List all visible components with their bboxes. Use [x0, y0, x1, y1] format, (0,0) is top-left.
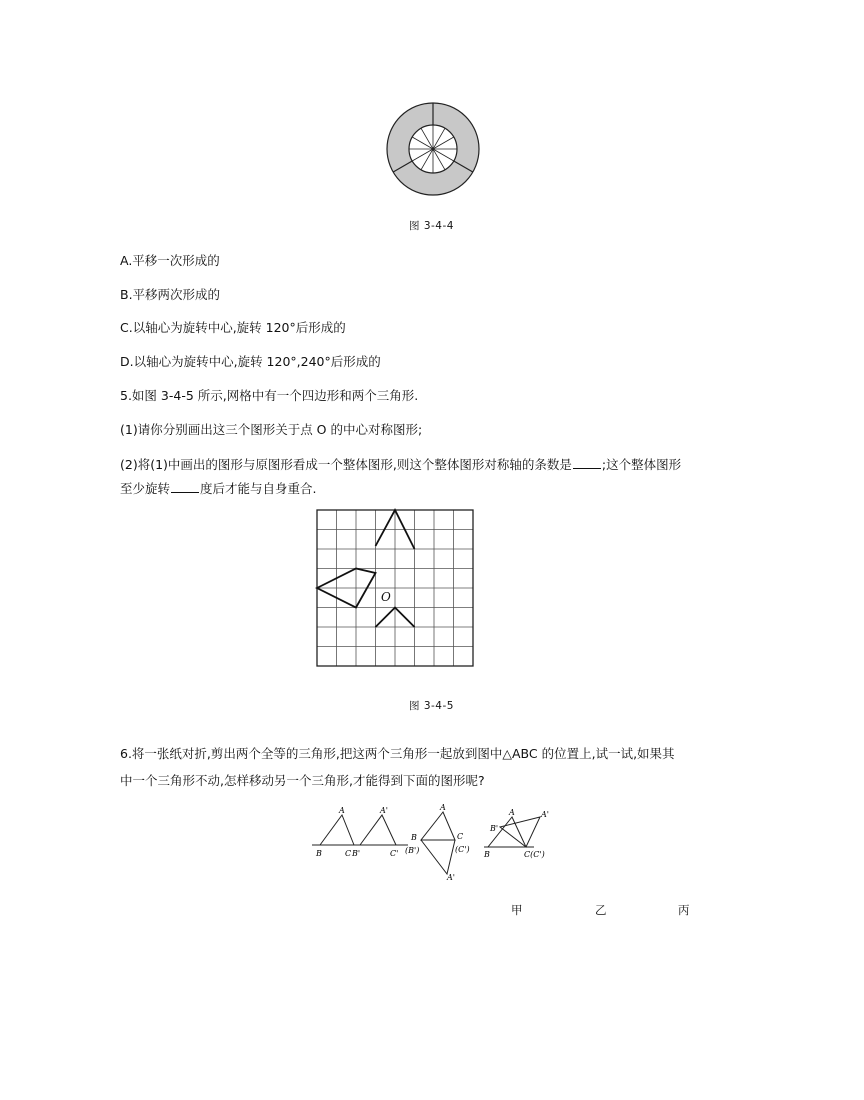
question-5-part-2-text-b: ;这个整体图形 [601, 457, 682, 472]
sub-label-jia: 甲 [511, 903, 523, 917]
label-a: A [509, 808, 515, 817]
question-6-line-2: 中一个三角形不动,怎样移动另一个三角形,才能得到下面的图形呢? [120, 773, 485, 788]
label-b: B [411, 833, 417, 842]
question-5-part-2-text-d: 度后才能与自身重合. [200, 481, 317, 496]
label-a-prime: A' [447, 873, 455, 882]
label-a-prime: A' [541, 810, 549, 819]
label-a: A [440, 803, 446, 812]
label-c: C [345, 849, 352, 858]
question-5-part-2-text-a: (2)将(1)中画出的图形与原图形看成一个整体图形,则这个整体图形对称轴的条数是 [120, 457, 572, 472]
question-5-stem: 5.如图 3-4-5 所示,网格中有一个四边形和两个三角形. [120, 388, 419, 403]
option-a: A.平移一次形成的 [120, 253, 220, 268]
label-c-c-prime: C(C') [524, 850, 545, 859]
label-c: C [457, 832, 464, 841]
label-b-prime: B' [490, 824, 499, 833]
question-5-part-2-text-c: 至少旋转 [120, 481, 171, 496]
label-b: B [316, 849, 322, 858]
sub-label-bing: 丙 [678, 903, 690, 917]
wheel-figure [383, 99, 483, 199]
point-o-label: O [381, 590, 391, 604]
answer-blank-degrees[interactable] [171, 482, 199, 493]
question-6-line-1: 6.将一张纸对折,剪出两个全等的三角形,把这两个三角形一起放到图中△ABC 的位置上,试一试,如果其 [120, 746, 675, 761]
option-b: B.平移两次形成的 [120, 287, 221, 302]
sub-label-yi: 乙 [595, 903, 607, 917]
label-c-prime: (C') [455, 845, 470, 854]
triangle-figure-jia [310, 803, 410, 863]
label-b-prime: (B') [405, 846, 420, 855]
question-5-part-2-line-2 [120, 479, 317, 497]
label-a-prime: A' [380, 806, 388, 815]
figure-caption-3-4-5: 图 3-4-5 [409, 700, 454, 712]
option-d: D.以轴心为旋转中心,旋转 120°,240°后形成的 [120, 354, 381, 369]
triangle-figure-bing [482, 803, 562, 863]
answer-blank-axes[interactable] [573, 458, 601, 469]
question-5-part-2-line-1 [120, 455, 681, 473]
grid-figure [314, 508, 478, 670]
option-c: C.以轴心为旋转中心,旋转 120°后形成的 [120, 320, 346, 335]
label-c-prime: C' [390, 849, 399, 858]
figure-caption-3-4-4: 图 3-4-4 [409, 220, 454, 232]
triangle-figure-yi [403, 802, 483, 882]
label-b: B [484, 850, 490, 859]
label-a: A [339, 806, 345, 815]
question-5-part-1: (1)请你分别画出这三个图形关于点 O 的中心对称图形; [120, 422, 423, 437]
label-b-prime: B' [352, 849, 361, 858]
